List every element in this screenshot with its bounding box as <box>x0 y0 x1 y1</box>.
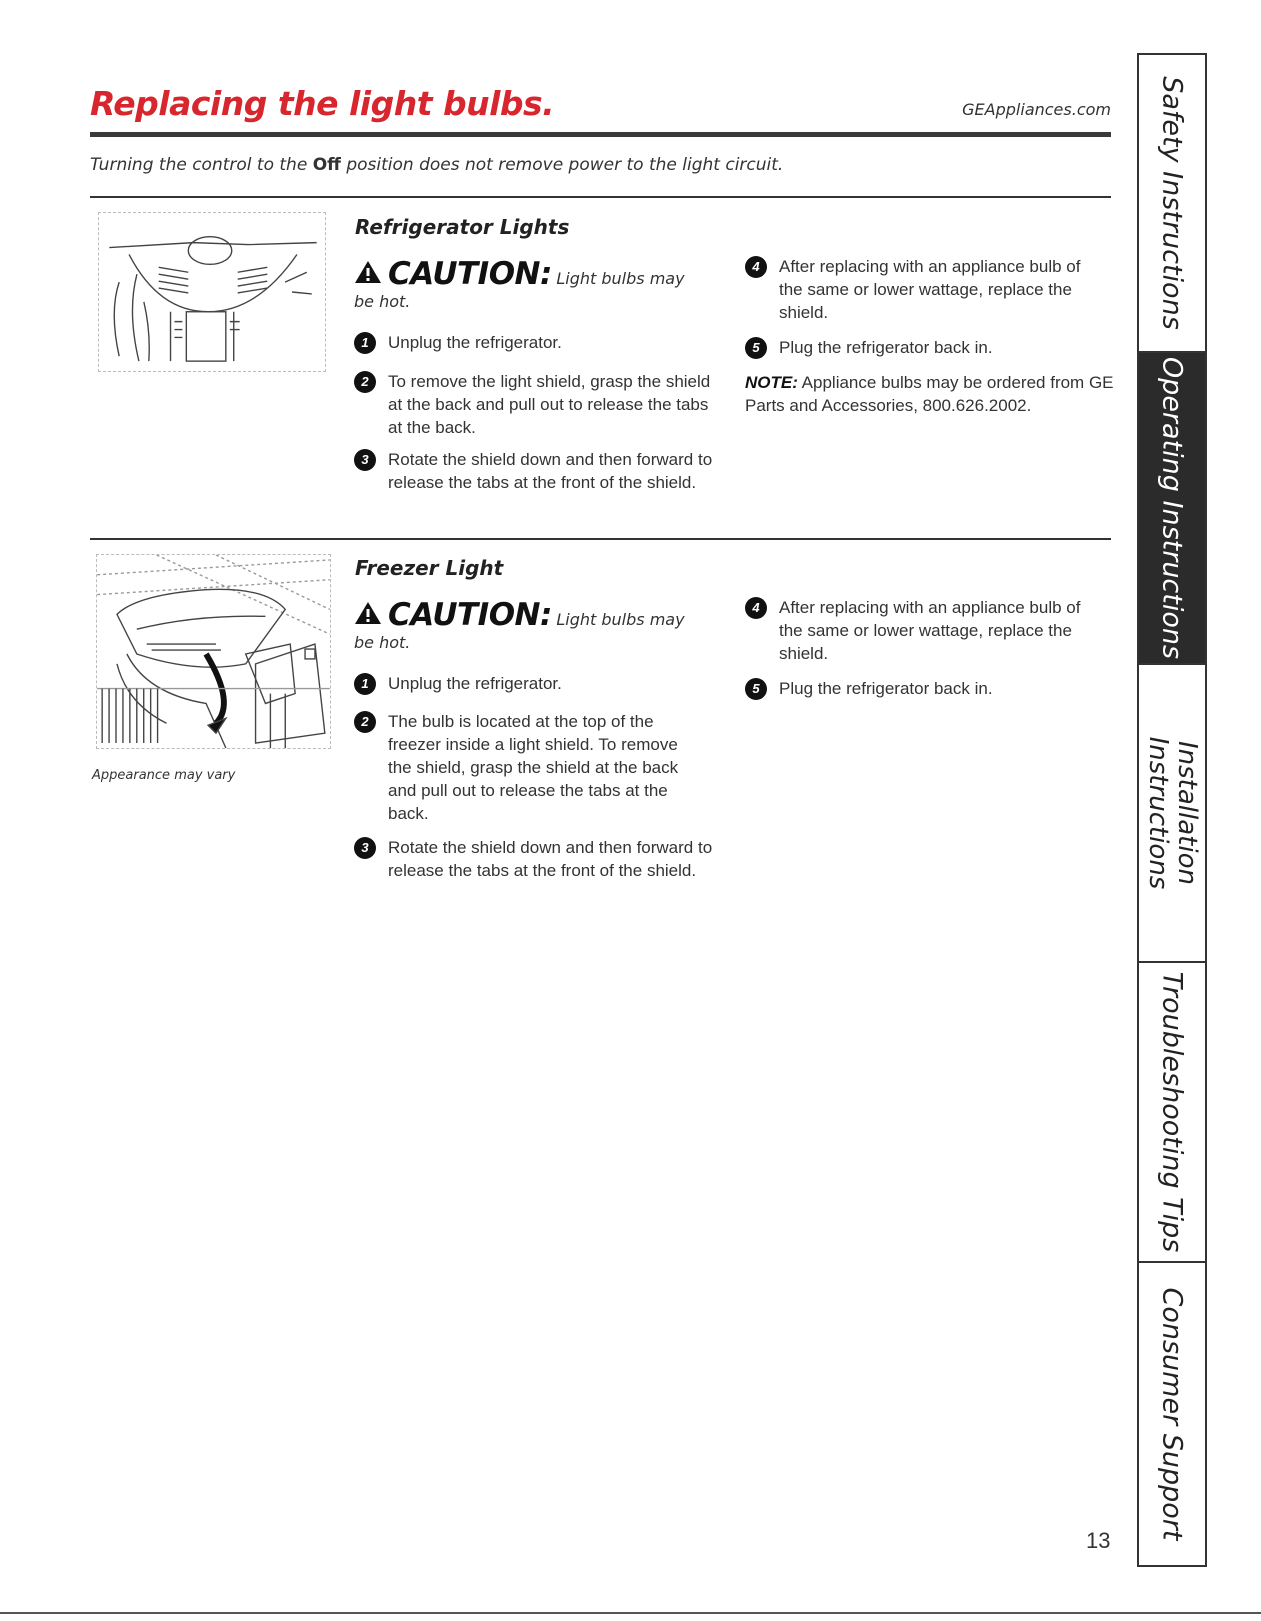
tab-label: Operating Instructions <box>1156 356 1188 660</box>
step-number-icon: 5 <box>745 678 767 700</box>
tab-label: Troubleshooting Tips <box>1156 971 1188 1253</box>
refrigerator-step-1 <box>354 331 714 354</box>
step-text: Unplug the refrigerator. <box>388 674 562 693</box>
step-text: Plug the refrigerator back in. <box>779 679 993 698</box>
step-text: Rotate the shield down and then forward to release the tabs at the front of the shield. <box>388 450 713 492</box>
step-number-icon: 1 <box>354 673 376 695</box>
warning-triangle-icon <box>354 601 382 630</box>
freezer-step-3 <box>354 836 724 882</box>
site-url[interactable]: GEAppliances.com <box>962 100 1111 119</box>
step-number-icon: 4 <box>745 256 767 278</box>
tab-installation-instructions[interactable] <box>1139 665 1205 963</box>
freezer-step-1 <box>354 672 714 695</box>
step-text: Plug the refrigerator back in. <box>779 338 993 357</box>
refrigerator-step-2 <box>354 370 724 439</box>
freezer-light-heading: Freezer Light <box>355 556 504 580</box>
freezer-caution <box>354 597 694 653</box>
refrigerator-light-illustration <box>98 212 326 372</box>
caution-text: Light bulbs may be hot. <box>354 610 685 652</box>
step-text: Unplug the refrigerator. <box>388 333 562 352</box>
intro-after: position does not remove power to the light circuit. <box>340 155 784 175</box>
step-number-icon: 2 <box>354 711 376 733</box>
caution-word: CAUTION: <box>388 597 552 633</box>
section-divider <box>90 196 1111 198</box>
tab-label: Installation Instructions <box>1143 736 1202 890</box>
refrigerator-step-4 <box>745 255 1105 324</box>
warning-triangle-icon <box>354 260 382 289</box>
page-number: 13 <box>1086 1528 1111 1553</box>
step-text: After replacing with an appliance bulb of the same or lower wattage, replace the shield. <box>779 257 1081 322</box>
tab-label: Consumer Support <box>1156 1287 1188 1541</box>
illustration-caption: Appearance may vary <box>92 768 236 783</box>
step-text: After replacing with an appliance bulb of the same or lower wattage, replace the shield. <box>779 598 1081 663</box>
title-divider <box>90 132 1111 137</box>
step-text: To remove the light shield, grasp the shield at the back and pull out to release the tabs at the back. <box>388 372 711 437</box>
step-number-icon: 3 <box>354 837 376 859</box>
step-number-icon: 2 <box>354 371 376 393</box>
refrigerator-step-5 <box>745 336 1105 359</box>
refrigerator-lights-heading: Refrigerator Lights <box>355 215 570 239</box>
note-text: Appliance bulbs may be ordered from GE Parts and Accessories, 800.626.2002. <box>745 373 1114 415</box>
step-number-icon: 5 <box>745 337 767 359</box>
step-number-icon: 1 <box>354 332 376 354</box>
step-number-icon: 4 <box>745 597 767 619</box>
step-text: The bulb is located at the top of the freezer inside a light shield. To remove the shield, grasp the shield at the back and pull out to release the tabs at the back. <box>388 712 679 823</box>
note-label: NOTE: <box>745 373 798 392</box>
tab-label: Safety Instructions <box>1156 76 1188 330</box>
intro-note <box>90 155 783 175</box>
intro-before: Turning the control to the <box>90 155 313 175</box>
freezer-step-4 <box>745 596 1105 665</box>
freezer-step-5 <box>745 677 1105 700</box>
intro-bold: Off <box>312 155 341 175</box>
step-number-icon: 3 <box>354 449 376 471</box>
tab-consumer-support[interactable] <box>1139 1263 1205 1565</box>
refrigerator-caution <box>354 256 694 312</box>
step-text: Rotate the shield down and then forward to release the tabs at the front of the shield. <box>388 838 713 880</box>
tab-operating-instructions[interactable] <box>1139 353 1205 665</box>
caution-word: CAUTION: <box>388 256 552 292</box>
tab-safety-instructions[interactable] <box>1139 55 1205 353</box>
caution-text: Light bulbs may be hot. <box>354 269 685 311</box>
refrigerator-step-3 <box>354 448 724 494</box>
page-title: Replacing the light bulbs. <box>90 84 555 123</box>
parts-note <box>745 371 1115 417</box>
page-bottom-edge <box>0 1612 1261 1614</box>
freezer-step-2 <box>354 710 699 825</box>
section-divider <box>90 538 1111 540</box>
tab-troubleshooting-tips[interactable] <box>1139 963 1205 1263</box>
section-tabs <box>1137 53 1207 1567</box>
freezer-light-illustration <box>96 554 331 749</box>
